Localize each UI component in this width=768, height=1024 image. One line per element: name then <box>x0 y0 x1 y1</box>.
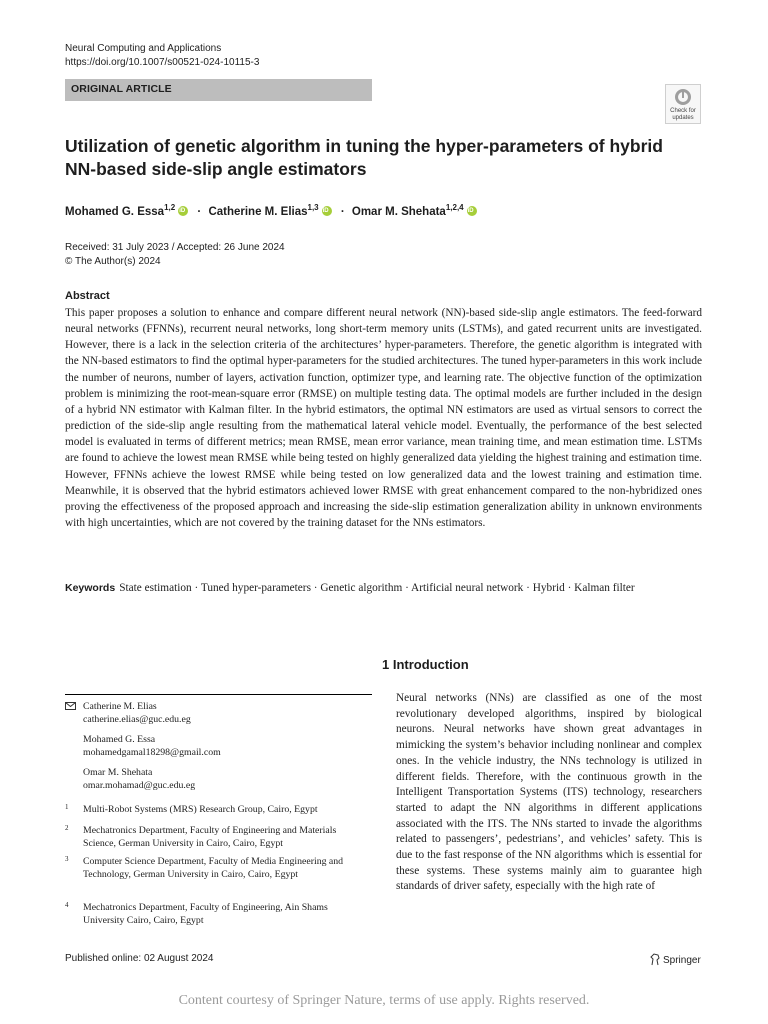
courtesy-notice: Content courtesy of Springer Nature, terms of use apply. Rights reserved. <box>178 993 590 1008</box>
publisher-logo <box>650 953 701 966</box>
orcid-icon[interactable] <box>322 206 332 216</box>
affiliation-text: Mechatronics Department, Faculty of Engineering and Materials Science, German University in Cairo, Cairo, Egypt <box>83 825 337 850</box>
author-affil-sup: 1,3 <box>307 203 319 212</box>
published-online-date: Published online: 02 August 2024 <box>65 953 214 964</box>
affiliation-number: 3 <box>65 855 69 863</box>
publisher-name: Springer <box>663 955 701 966</box>
received-accepted-dates: Received: 31 July 2023 / Accepted: 26 June 2024 <box>65 242 285 253</box>
introduction-text: Neural networks (NNs) are classified as one of the most revolutionary developed algorithms, inspired by biological neurons. Neural networks have shown great advantages in mimicking the system’s behavior including nonlinear and complex ones. In the vehicle industry, the NNs technology is utilized in different fields. Therefore, with the continuous growth in the Intelligent Transportation Systems (ITS) technology, researchers started to adapt the NN algorithms in different applications associated with the ITS. The NNs started to invade the algorithms related to passengers’, pedestrians’, and vehicles’ safety. This is due to the fast response of the NN algorithms which is essential for these systems. These systems mainly aim to guarantee high standards of driver safety, especially with the high rate of <box>396 692 702 893</box>
envelope-icon <box>65 702 76 710</box>
affiliation-number: 4 <box>65 901 69 909</box>
article-type-label: ORIGINAL ARTICLE <box>71 83 172 95</box>
orcid-icon[interactable] <box>467 206 477 216</box>
copyright-line: © The Author(s) 2024 <box>65 256 161 267</box>
check-badge-line1: Check for <box>670 108 696 114</box>
contact-name: Mohamed G. Essa <box>83 734 156 745</box>
section-heading-introduction: 1 Introduction <box>382 657 469 672</box>
author-separator: · <box>340 205 345 218</box>
author-affil-sup: 1,2 <box>164 203 176 212</box>
affiliation-text: Multi-Robot Systems (MRS) Research Group, Cairo, Egypt <box>83 804 318 815</box>
affiliation-number: 1 <box>65 803 69 811</box>
check-updates-icon <box>674 88 692 106</box>
keywords-text: State estimation · Tuned hyper-parameters · Genetic algorithm · Artificial neural network · Hybrid · Kalman filter <box>119 582 635 594</box>
journal-name: Neural Computing and Applications <box>65 43 222 54</box>
affiliation-number: 2 <box>65 824 69 832</box>
affiliation-text: Mechatronics Department, Faculty of Engineering, Ain Shams University Cairo, Cairo, Egypt <box>83 902 328 927</box>
contact-email[interactable]: catherine.elias@guc.edu.eg <box>83 714 191 725</box>
affiliation-text: Computer Science Department, Faculty of Media Engineering and Technology, German University in Cairo, Cairo, Egypt <box>83 856 344 881</box>
keywords-label: Keywords <box>65 582 116 594</box>
doi-link[interactable]: https://doi.org/10.1007/s00521-024-10115-3 <box>65 57 260 68</box>
author-list <box>65 200 479 220</box>
author-separator: · <box>197 205 202 218</box>
footnote-divider <box>65 694 372 695</box>
abstract-heading: Abstract <box>65 290 110 302</box>
author-affil-sup: 1,2,4 <box>445 203 464 212</box>
orcid-icon[interactable] <box>178 206 188 216</box>
author-name[interactable]: Omar M. Shehata <box>351 205 446 218</box>
contact-email[interactable]: mohamedgamal18298@gmail.com <box>83 747 221 758</box>
check-for-updates-badge[interactable] <box>665 84 701 124</box>
keywords-block <box>65 580 702 596</box>
abstract-text: This paper proposes a solution to enhance and compare different neural network (NN)-based side-slip angle estimators. The feed-forward neural networks (FFNNs), recurrent neural networks, long short-term memory units (LSTMs), and gated recurrent units are investigated. However, there is a lack in the selection criteria of the architectures’ hyper-parameters. Therefore, the genetic algorithm is integrated with the NN-based estimators to find the optimal hyper-parameters for the studied architectures. The tuned hyper-parameters in this work include the number of neurons, number of layers, activation function, optimizer type, and learning rate. The objective function of the optimization problem is minimizing the root-mean-square error (RMSE) on multiple testing data. The optimal models are further included in the design of a hybrid NN estimator with Kalman filter. In the hybrid estimators, the optimal NN estimators are used as virtual sensors to correct the prediction of the side-slip angle resulting from the mathematical lateral vehicle model. Eventually, the performance of the best selected model is evaluated in terms of different metrics; mean RMSE, mean error variance, mean training time, and mean estimation time. LSTMs are found to achieve the lowest mean RMSE while being tested on highly generalized data yielding the highest training and estimation time. However, FFNNs achieve the lowest RMSE while being tested on low generalized data and the lowest training and estimation time. Meanwhile, it is observed that the hybrid estimators achieved lower RMSE with great enhancement compared to the non-hybridized ones proving the effectiveness of the proposed approach and increasing the side-slip estimation generalization ability in unknown environments with high uncertainties, which are not covered by the training dataset for the NNs estimators. <box>65 307 702 530</box>
contact-name: Omar M. Shehata <box>83 767 153 778</box>
article-type-bar <box>65 79 372 101</box>
paper-title: Utilization of genetic algorithm in tuning the hyper-parameters of hybrid NN-based side-slip angle estimators <box>65 136 663 179</box>
springer-horse-icon <box>650 953 661 966</box>
check-badge-line2: updates <box>672 115 694 121</box>
author-name[interactable]: Mohamed G. Essa <box>65 205 165 218</box>
contact-name: Catherine M. Elias <box>83 701 157 712</box>
author-name[interactable]: Catherine M. Elias <box>208 205 308 218</box>
contact-email[interactable]: omar.mohamad@guc.edu.eg <box>83 780 196 791</box>
